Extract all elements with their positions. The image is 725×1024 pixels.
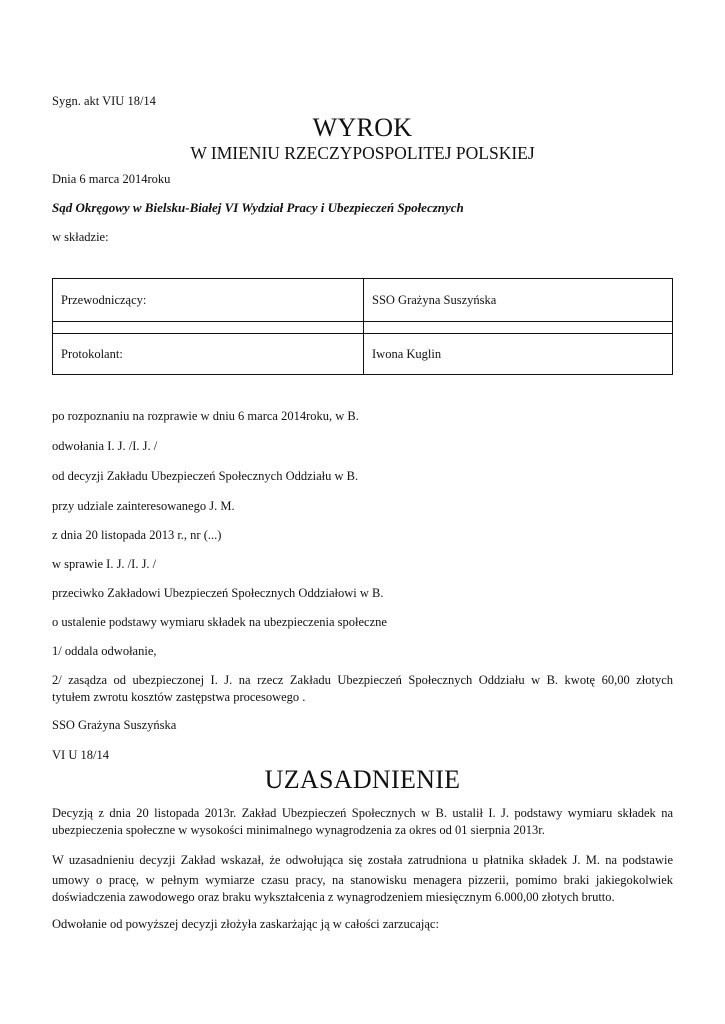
composition-table <box>52 278 673 375</box>
table-row <box>53 279 673 322</box>
ruling-line: z dnia 20 listopada 2013 r., nr (...) <box>52 528 222 542</box>
ruling-line: przeciwko Zakładowi Ubezpieczeń Społecznych Oddziałowi w B. <box>52 586 384 600</box>
ruling-line: o ustalenie podstawy wymiaru składek na ubezpieczenia społeczne <box>52 615 387 629</box>
justification-line: umowy o pracę, w pełnym wymiarze czasu pracy, na stanowisku menagera pizzerii, pomimo braki jakiegokolwiek <box>52 873 673 887</box>
justification-line: Decyzją z dnia 20 listopada 2013r. Zakład Ubezpieczeń Społecznych w B. ustalił I. J. podstawy wymiaru składek na <box>52 806 673 820</box>
person-cell: SSO Grażyna Suszyńska <box>364 279 673 322</box>
ruling-date: Dnia 6 marca 2014roku <box>52 172 171 186</box>
ruling-line: po rozpoznaniu na rozprawie w dniu 6 marca 2014roku, w B. <box>52 409 359 423</box>
case-signature: Sygn. akt VIU 18/14 <box>52 94 156 108</box>
justification-line: doświadczenia zawodowego oraz braku wykształcenia z wynagrodzeniem miesięcznym 6.000,00 złotych brutto. <box>52 890 615 904</box>
document-title: WYROK <box>312 113 413 142</box>
ruling-line: od decyzji Zakładu Ubezpieczeń Społecznych Oddziału w B. <box>52 469 359 483</box>
ruling-point-2-line: tytułem zwrotu kosztów zastępstwa procesowego . <box>52 690 306 704</box>
ruling-line: odwołania I. J. /I. J. / <box>52 439 158 453</box>
ruling-point-2-line: 2/ zasądza od ubezpieczonej I. J. na rzecz Zakładu Ubezpieczeń Społecznych Oddziału w B. kwotę 60,00 złotych <box>52 673 673 687</box>
table-row <box>53 334 673 375</box>
role-cell: Protokolant: <box>53 334 364 375</box>
ruling-line: przy udziale zainteresowanego J. M. <box>52 499 235 513</box>
justification-line: ubezpieczenia społeczne w wysokości minimalnego wynagrodzenia za okres od 01 sierpnia 2013r. <box>52 823 545 837</box>
role-cell: Przewodniczący: <box>53 279 364 322</box>
ruling-line: w sprawie I. J. /I. J. / <box>52 557 157 571</box>
person-cell: Iwona Kuglin <box>364 334 673 375</box>
document-subtitle: W IMIENIU RZECZYPOSPOLITEJ POLSKIEJ <box>190 143 535 163</box>
role-cell <box>53 322 364 334</box>
justification-title: UZASADNIENIE <box>264 765 461 794</box>
justification-line: W uzasadnieniu decyzji Zakład wskazał, że odwołująca się została zatrudniona u płatnika składek J. M. na podstawie <box>52 853 673 867</box>
signer-name: SSO Grażyna Suszyńska <box>52 718 177 732</box>
person-cell <box>364 322 673 334</box>
ruling-point-1: 1/ oddala odwołanie, <box>52 644 157 658</box>
court-name: Sąd Okręgowy w Bielsku-Białej VI Wydział Pracy i Ubezpieczeń Społecznych <box>52 200 464 215</box>
justification-line: Odwołanie od powyższej decyzji złożyła zaskarżając ją w całości zarzucając: <box>52 917 439 931</box>
composition-label: w składzie: <box>52 230 109 244</box>
case-reference: VI U 18/14 <box>52 748 109 762</box>
table-row <box>53 322 673 334</box>
